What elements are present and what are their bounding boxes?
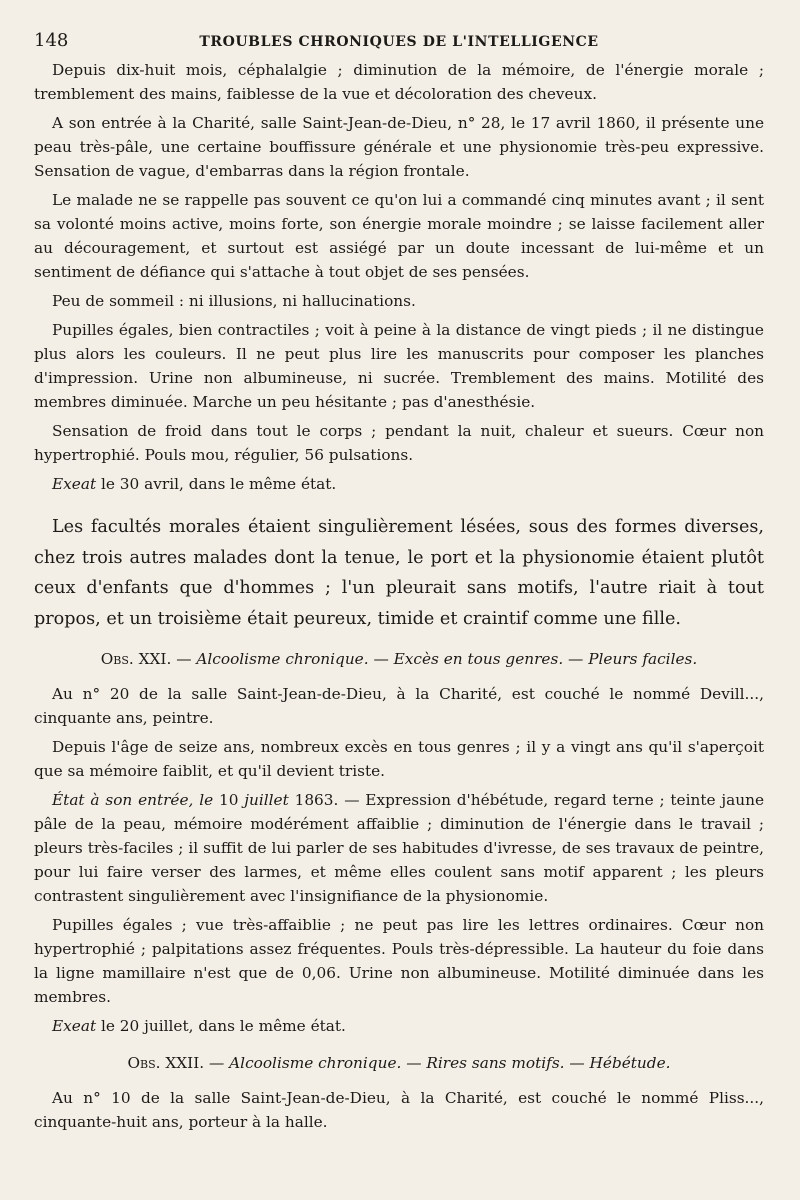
paragraph: Sensation de froid dans tout le corps ; pendant la nuit, chaleur et sueurs. Cœur non hypertrophié. Pouls mou, régulier, 56 pulsations. <box>34 422 764 464</box>
exeat-text: le 20 juillet, dans le même état. <box>96 1017 346 1035</box>
exeat-paragraph <box>34 1014 764 1038</box>
paragraph: Peu de sommeil : ni illusions, ni hallucinations. <box>52 292 416 310</box>
obs-22-heading <box>34 1054 764 1072</box>
exeat-paragraph <box>34 472 764 496</box>
paragraph: Pupilles égales ; vue très-affaiblie ; ne peut pas lire les lettres ordinaires. Cœur non hypertrophié ; palpitations assez fréquentes. Pouls très-dépressible. La hauteur du foie dans la ligne mamillaire n'est que de 0,06. Urine non albumineuse. Motilité diminuée dans les membres. <box>34 916 764 1006</box>
obs-22-title: — Alcoolisme chronique. — Rires sans motifs. — Hébétude. <box>204 1054 671 1072</box>
etat-text: 1863. — Expression d'hébétude, regard terne ; teinte jaune pâle de la peau, mémoire modérément affaiblie ; diminution de l'énergie dans le travail ; pleurs très-faciles ; il suffit de lui parler de ses habitudes d'ivresse, de ses travaux de peintre, pour lui faire verser des larmes, et même elles coulent sans motif apparent ; les pleurs contrastent singulièrement avec l'insignifiance de la physionomie. <box>34 791 764 905</box>
paragraph <box>34 788 764 908</box>
etat-date: 10 <box>213 791 245 809</box>
paragraph: A son entrée à la Charité, salle Saint-Jean-de-Dieu, n° 28, le 17 avril 1860, il présente une peau très-pâle, une certaine bouffissure générale et une physionomie très-peu expressive. Sensation de vague, d'embarras dans la région frontale. <box>34 114 764 180</box>
obs-21-title: — Alcoolisme chronique. — Excès en tous genres. — Pleurs faciles. <box>171 650 698 668</box>
large-paragraph: Les facultés morales étaient singulièrement lésées, sous des formes diverses, chez trois autres malades dont la tenue, le port et la physionomie étaient plutôt ceux d'enfants que d'hommes ; l'un pleurait sans motifs, l'autre riait à tout propos, et un troisième était peureux, timide et craintif comme une fille. <box>34 517 764 629</box>
paragraph: Pupilles égales, bien contractiles ; voit à peine à la distance de vingt pieds ; il ne distingue plus alors les couleurs. Il ne peut plus lire les manuscrits pour composer les planches d'impression. Urine non albumineuse, ni sucrée. Tremblement des mains. Motilité des membres diminuée. Marche un peu hésitante ; pas d'anesthésie. <box>34 321 764 411</box>
running-head: TROUBLES CHRONIQUES DE L'INTELLIGENCE <box>199 34 599 50</box>
page-header <box>34 26 764 58</box>
case-continuation <box>34 58 764 496</box>
paragraph: Au n° 20 de la salle Saint-Jean-de-Dieu, à la Charité, est couché le nommé Devill..., cinquante ans, peintre. <box>34 685 764 727</box>
exeat-label: Exeat <box>52 475 97 493</box>
obs-21-body <box>34 682 764 1038</box>
paragraph: Depuis l'âge de seize ans, nombreux excès en tous genres ; il y a vingt ans qu'il s'aperçoit que sa mémoire faiblit, et qu'il devient triste. <box>34 738 764 780</box>
etat-month: juillet <box>244 791 289 809</box>
exeat-label: Exeat <box>52 1017 97 1035</box>
obs-22-body <box>34 1086 764 1134</box>
paragraph: Au n° 10 de la salle Saint-Jean-de-Dieu, à la Charité, est couché le nommé Pliss..., cinquante-huit ans, porteur à la halle. <box>34 1089 764 1131</box>
obs-21-heading <box>34 650 764 668</box>
paragraph: Le malade ne se rappelle pas souvent ce qu'on lui a commandé cinq minutes avant ; il sent sa volonté moins active, moins forte, son énergie morale moindre ; se laisse facilement aller au découragement, et surtout est assiégé par un doute incessant de lui-même et un sentiment de défiance qui s'attache à tout objet de ses pensées. <box>34 191 764 281</box>
paragraph: Depuis dix-huit mois, céphalalgie ; diminution de la mémoire, de l'énergie morale ; tremblement des mains, faiblesse de la vue et décoloration des cheveux. <box>34 61 764 103</box>
obs-21-label: Obs. XXI. <box>100 650 172 668</box>
obs-22-label: Obs. XXII. <box>127 1054 205 1072</box>
etat-label: État à son entrée, le <box>52 791 214 809</box>
page-number: 148 <box>34 30 69 51</box>
exeat-text: le 30 avril, dans le même état. <box>96 475 337 493</box>
